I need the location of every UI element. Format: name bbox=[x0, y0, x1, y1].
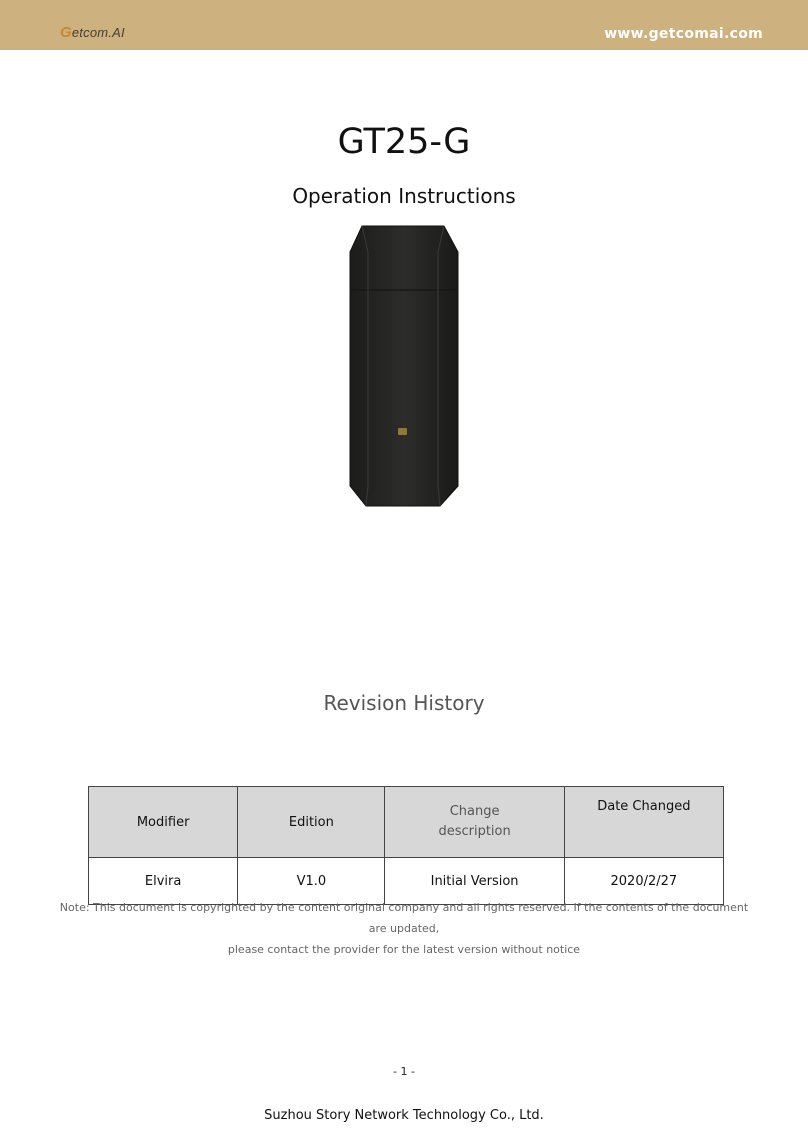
revision-history-title: Revision History bbox=[323, 691, 485, 715]
header-date-changed: Date Changed bbox=[564, 787, 723, 858]
device-body bbox=[350, 226, 458, 506]
device-photo bbox=[348, 224, 460, 508]
header-edition: Edition bbox=[238, 787, 385, 858]
header-modifier: Modifier bbox=[89, 787, 238, 858]
document-subtitle: Operation Instructions bbox=[292, 184, 516, 208]
website-link[interactable]: www.getcomai.com bbox=[604, 26, 763, 42]
header-change-description bbox=[385, 787, 564, 858]
header-change-line2: description bbox=[438, 824, 511, 839]
cell-modifier: Elvira bbox=[89, 858, 238, 905]
cell-edition: V1.0 bbox=[238, 858, 385, 905]
note-line-2: please contact the provider for the latest version without notice bbox=[227, 943, 581, 956]
page-number: - 1 - bbox=[393, 1065, 415, 1078]
device-led bbox=[398, 428, 407, 435]
logo-text: etcom.AI bbox=[71, 25, 125, 40]
revision-table bbox=[88, 786, 724, 905]
logo-initial: G bbox=[60, 24, 72, 41]
cell-date: 2020/2/27 bbox=[564, 858, 723, 905]
copyright-note bbox=[50, 897, 758, 960]
header-bar bbox=[0, 0, 808, 50]
company-logo bbox=[60, 24, 125, 41]
cell-change: Initial Version bbox=[385, 858, 564, 905]
document-title: GT25-G bbox=[337, 122, 471, 162]
header-change-line1: Change bbox=[449, 804, 500, 819]
company-name: Suzhou Story Network Technology Co., Ltd. bbox=[264, 1108, 544, 1123]
note-line-1: Note: This document is copyrighted by the content original company and all rights reserved. If the contents of the document are updated, bbox=[59, 901, 749, 935]
